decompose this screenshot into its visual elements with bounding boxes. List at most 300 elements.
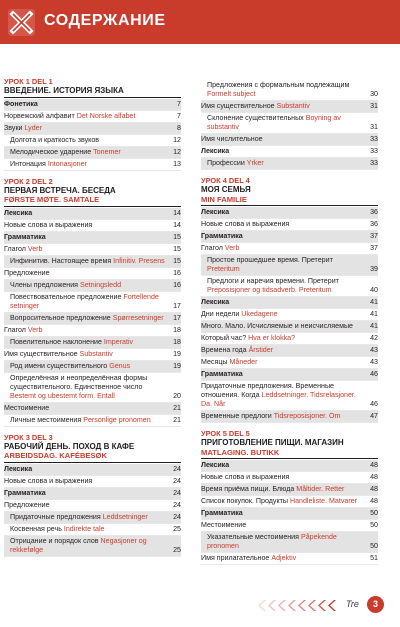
entry-no: Infinitiv. Presens: [113, 256, 165, 265]
entry-page-number: 50: [370, 509, 378, 517]
unit-title: МОЯ СЕМЬЯ: [201, 185, 251, 194]
toc-entry[interactable]: [201, 219, 378, 231]
entry-page-number: 39: [370, 265, 378, 273]
footer-label: Tre: [346, 599, 359, 609]
toc-entry-text: [4, 233, 168, 242]
entry-page-number: 13: [173, 159, 181, 168]
entry-no: Imperativ: [103, 337, 134, 346]
unit-heading: [201, 429, 378, 459]
toc-entry[interactable]: [201, 357, 378, 369]
toc-entry[interactable]: [201, 158, 378, 170]
toc-entry-text: [207, 533, 365, 551]
toc-entry-text: [4, 465, 168, 474]
unit-heading: [4, 177, 181, 207]
toc-entry[interactable]: [201, 553, 378, 565]
entry-page-number: 43: [370, 358, 378, 366]
unit-number: УРОК 3: [4, 432, 30, 442]
toc-entry[interactable]: [4, 325, 181, 337]
entry-no: Måneder: [229, 358, 258, 366]
entry-ru: Инфинитив. Настоящее время: [10, 256, 112, 265]
entry-page-number: 7: [177, 99, 181, 108]
toc-entry[interactable]: [201, 333, 378, 345]
entry-ru: Месяцы: [201, 358, 228, 366]
entry-ru: Глагол: [201, 244, 223, 252]
entry-ru: Придаточные предложения. Временные отношения. Когда: [201, 382, 334, 399]
toc-entry-text: [4, 489, 168, 498]
entry-page-number: 21: [173, 403, 181, 412]
entry-ru: Грамматика: [201, 509, 243, 517]
entry-page-number: 19: [173, 349, 181, 358]
toc-entry-text: [201, 334, 365, 343]
entry-ru: Профессии: [207, 159, 245, 167]
entry-page-number: 48: [370, 461, 378, 469]
unit-subtitle: ARBEIDSDAG. KAFÉBESØK: [4, 451, 107, 460]
entry-no: Verb: [27, 325, 43, 334]
unit-number: УРОК 2: [4, 176, 30, 186]
entry-ru: Имя прилагательное: [201, 554, 270, 562]
toc-entry[interactable]: [4, 232, 181, 244]
entry-page-number: 51: [370, 554, 378, 562]
toc-entry[interactable]: [4, 159, 181, 171]
toc-entry-text: [4, 350, 168, 359]
toc-entry[interactable]: [4, 99, 181, 111]
entry-no: Ukedagene: [241, 310, 278, 318]
toc-entry[interactable]: [4, 208, 181, 220]
toc-entry[interactable]: [4, 313, 181, 325]
entry-ru: Лексика: [201, 208, 230, 216]
toc-entry-text: [201, 473, 365, 482]
entry-page-number: 31: [370, 102, 378, 110]
entry-page-number: 24: [173, 464, 181, 473]
entry-page-number: 16: [173, 280, 181, 289]
toc-entry-text: [201, 232, 365, 241]
entry-page-number: 24: [173, 512, 181, 521]
toc-right-column: [201, 80, 378, 571]
x-logo-icon: [8, 9, 35, 36]
toc-entry[interactable]: [4, 337, 181, 349]
entry-page-number: 43: [370, 346, 378, 354]
entry-ru: Временные предлоги: [201, 412, 272, 420]
entry-page-number: 17: [173, 301, 181, 310]
unit-number-line: [201, 176, 378, 185]
unit-heading: [201, 176, 378, 206]
entry-ru: Повелительное наклонение: [10, 337, 102, 346]
toc-entry[interactable]: [4, 500, 181, 512]
entry-no: Formelt subject: [207, 90, 256, 98]
entry-page-number: 30: [370, 90, 378, 98]
entry-page-number: 48: [370, 497, 378, 505]
entry-no: Verb: [224, 244, 240, 252]
toc-entry[interactable]: [4, 512, 181, 524]
toc-entry-text: [10, 281, 168, 290]
entry-ru: Грамматика: [4, 232, 46, 241]
toc-entry[interactable]: [201, 345, 378, 357]
entry-ru: Глагол: [4, 244, 26, 253]
toc-entry-text: [10, 257, 168, 266]
unit-del: DEL 5: [228, 429, 250, 438]
toc-entry[interactable]: [201, 309, 378, 321]
entry-ru: Лексика: [4, 464, 33, 473]
entry-page-number: 36: [370, 208, 378, 216]
toc-entry-text: [10, 148, 168, 157]
page-number-badge: 3: [367, 596, 384, 613]
entry-page-number: 47: [370, 412, 378, 420]
entry-page-number: 18: [173, 325, 181, 334]
toc-entry-text: [201, 461, 365, 470]
entry-ru: Личные местоимения: [10, 415, 82, 424]
toc-entry-text: [207, 277, 365, 295]
entry-no: Yrker: [246, 159, 264, 167]
entry-ru: Грамматика: [4, 488, 46, 497]
toc-entry-text: [4, 112, 168, 121]
unit-heading: [4, 433, 181, 463]
toc-entry[interactable]: [4, 361, 181, 373]
toc-entry[interactable]: [201, 532, 378, 553]
page-title: СОДЕРЖАНИЕ: [44, 12, 166, 29]
toc-entry[interactable]: [201, 411, 378, 423]
toc-entry-text: [201, 310, 365, 319]
entry-no: Substantiv: [276, 102, 310, 110]
toc-unit: [201, 80, 378, 170]
entry-page-number: 15: [173, 256, 181, 265]
entry-ru: Местоимение: [4, 403, 50, 412]
toc-entry-text: [4, 501, 168, 510]
entry-ru: Местоимение: [201, 521, 247, 529]
toc-entry-text: [4, 404, 168, 413]
entry-page-number: 36: [370, 220, 378, 228]
toc-entry[interactable]: [4, 373, 181, 403]
toc-entry-text: [10, 314, 168, 323]
header-bar: [0, 0, 400, 44]
entry-page-number: 15: [173, 232, 181, 241]
entry-no: Negasjoner og rekkefølge: [10, 536, 147, 554]
entry-no: Intonasjoner: [47, 159, 87, 168]
entry-page-number: 19: [173, 361, 181, 370]
entry-ru: Лексика: [201, 461, 230, 469]
toc-entry-text: [207, 159, 365, 168]
entry-page-number: 25: [173, 524, 181, 533]
entry-page-number: 7: [177, 111, 181, 120]
toc-entry-text: [201, 147, 365, 156]
entry-ru: Глагол: [4, 325, 26, 334]
entry-page-number: 24: [173, 500, 181, 509]
entry-ru: Предложение: [4, 500, 50, 509]
toc-entry[interactable]: [201, 369, 378, 381]
toc-entry[interactable]: [201, 496, 378, 508]
toc-entry-text: [10, 416, 168, 425]
entry-ru: Время приёма пищи. Блюда: [201, 485, 295, 493]
toc-entry[interactable]: [201, 113, 378, 134]
toc-entry-text: [201, 244, 365, 253]
toc-entry-text: [201, 485, 365, 494]
toc-entry-text: [4, 477, 168, 486]
toc-entry-text: [10, 136, 168, 145]
entry-page-number: 24: [173, 476, 181, 485]
toc-entry-text: [201, 521, 365, 530]
toc-entry-text: [10, 338, 168, 347]
toc-entry[interactable]: [4, 349, 181, 361]
entry-no: Boyning av substantiv: [207, 114, 341, 131]
entry-page-number: 8: [177, 123, 181, 132]
entry-no: Det Norske alfabet: [76, 111, 136, 120]
toc-entry[interactable]: [4, 292, 181, 313]
toc-entry-text: [4, 209, 168, 218]
toc-entry[interactable]: [4, 256, 181, 268]
entry-no: Fortellende setninger: [10, 292, 159, 310]
unit-title: ПЕРВАЯ ВСТРЕЧА. БЕСЕДА: [4, 185, 116, 195]
toc-entry-text: [201, 220, 365, 229]
entry-ru: Грамматика: [201, 370, 243, 378]
entry-page-number: 33: [370, 159, 378, 167]
entry-page-number: 17: [173, 313, 181, 322]
entry-no: Indirekte tale: [63, 524, 105, 533]
toc-entry-text: [10, 362, 168, 371]
entry-ru: Норвежский алфавит: [4, 111, 75, 120]
toc-entry-text: [10, 513, 168, 522]
toc-entry-text: [201, 554, 365, 563]
entry-ru: Придаточные предложения: [10, 512, 101, 521]
entry-ru: Предложения с формальным подлежащим: [207, 81, 350, 89]
entry-page-number: 48: [370, 473, 378, 481]
toc-entry[interactable]: [201, 80, 378, 101]
entry-ru: Грамматика: [201, 232, 243, 240]
toc-entry-text: [201, 298, 365, 307]
toc-entry-text: [201, 412, 365, 421]
unit-subtitle: FØRSTE MØTE. SAMTALE: [4, 195, 100, 204]
toc-entry[interactable]: [201, 508, 378, 520]
toc-entry-text: [201, 135, 365, 144]
entry-ru: Новые слова и выражения: [4, 220, 93, 229]
toc-entry[interactable]: [201, 207, 378, 219]
unit-del: DEL 2: [31, 176, 53, 186]
toc-entry[interactable]: [4, 524, 181, 536]
unit-del: DEL 3: [31, 432, 53, 442]
entry-page-number: 16: [173, 268, 181, 277]
toc-entry-text: [4, 100, 168, 109]
toc-entry-text: [201, 102, 365, 111]
toc-entry[interactable]: [4, 268, 181, 280]
toc-entry-text: [201, 370, 365, 379]
toc-entry-text: [10, 525, 168, 534]
toc-unit: [4, 433, 181, 557]
entry-page-number: 25: [173, 545, 181, 554]
entry-ru: Новые слова и выражения: [201, 473, 290, 481]
toc-unit: [201, 429, 378, 565]
toc-entry[interactable]: [201, 276, 378, 297]
entry-ru: Дни недели: [201, 310, 240, 318]
toc-entry[interactable]: [201, 472, 378, 484]
toc-entry-text: [201, 509, 365, 518]
entry-no: Lyder: [24, 123, 42, 132]
entry-ru: Много. Мало. Исчисляемые и неисчисляемые: [201, 322, 353, 330]
entry-ru: Указательные местоимения: [207, 533, 299, 541]
unit-del: DEL 4: [228, 176, 250, 185]
entry-page-number: 33: [370, 135, 378, 143]
entry-ru: Времена года: [201, 346, 247, 354]
toc-entry-text: [201, 346, 365, 355]
entry-no: Tonemer: [93, 147, 121, 156]
unit-title: ВВЕДЕНИЕ. ИСТОРИЯ ЯЗЫКА: [4, 86, 124, 95]
toc-entry[interactable]: [201, 520, 378, 532]
toc-entry[interactable]: [4, 415, 181, 427]
toc-unit: [201, 176, 378, 423]
toc-entry-text: [4, 269, 168, 278]
entry-no: Leddsetninger: [102, 512, 148, 521]
entry-no: Bestemt og ubestemt form. Entall: [10, 391, 115, 400]
toc-entry[interactable]: [4, 123, 181, 135]
entry-page-number: 33: [370, 147, 378, 155]
toc-left-column: [4, 77, 181, 563]
entry-ru: Фонетика: [4, 99, 38, 108]
entry-page-number: 12: [173, 135, 181, 144]
entry-ru: Новые слова и выражения: [201, 220, 290, 228]
toc-entry[interactable]: [4, 111, 181, 123]
toc-entry-text: [10, 374, 168, 401]
entry-ru: Имя существительное: [4, 349, 78, 358]
entry-page-number: 40: [370, 286, 378, 294]
toc-entry[interactable]: [4, 220, 181, 232]
entry-page-number: 31: [370, 123, 378, 131]
toc-entry-text: [201, 208, 365, 217]
entry-ru: Повествовательное предложение: [10, 292, 122, 301]
unit-number-line: [4, 433, 181, 442]
entry-no: Genus: [109, 361, 131, 370]
toc-entry[interactable]: [201, 231, 378, 243]
unit-number-line: [4, 77, 181, 86]
entry-no: Preposisjoner og tidsadverb. Preteritum: [207, 286, 332, 294]
toc-entry[interactable]: [201, 460, 378, 472]
toc-entry-text: [201, 322, 365, 331]
toc-unit: [4, 77, 181, 171]
entry-page-number: 14: [173, 208, 181, 217]
unit-heading: [4, 77, 181, 98]
entry-ru: Который час?: [201, 334, 247, 342]
entry-page-number: 37: [370, 232, 378, 240]
entry-page-number: 15: [173, 244, 181, 253]
toc-entry[interactable]: [201, 321, 378, 333]
entry-ru: Предложение: [4, 268, 50, 277]
toc-entry[interactable]: [201, 255, 378, 276]
toc-entry[interactable]: [4, 280, 181, 292]
toc-entry[interactable]: [201, 134, 378, 146]
entry-no: Leddsetninger. Tidsrelasjoner. Da. Når: [201, 391, 356, 408]
entry-ru: Звуки: [4, 123, 23, 132]
toc-entry-text: [201, 497, 365, 506]
toc-entry-text: [10, 537, 168, 555]
entry-ru: Лексика: [201, 298, 230, 306]
entry-page-number: 20: [173, 391, 181, 400]
entry-ru: Лексика: [201, 147, 230, 155]
entry-page-number: 50: [370, 521, 378, 529]
toc-entry[interactable]: [4, 403, 181, 415]
toc-entry[interactable]: [201, 146, 378, 158]
toc-entry-text: [207, 81, 365, 99]
toc-entry[interactable]: [4, 536, 181, 557]
unit-number-line: [4, 177, 181, 186]
entry-no: Årstider: [248, 346, 274, 354]
toc-entry[interactable]: [4, 488, 181, 500]
toc-entry-text: [10, 160, 168, 169]
entry-page-number: 48: [370, 485, 378, 493]
toc-unit: [4, 177, 181, 427]
entry-ru: Отрицание и порядок слов: [10, 536, 99, 545]
toc-entry[interactable]: [201, 484, 378, 496]
toc-entry[interactable]: [201, 297, 378, 309]
unit-number: УРОК 4: [201, 176, 227, 185]
unit-number-line: [201, 429, 378, 438]
unit-title: РАБОЧИЙ ДЕНЬ. ПОХОД В КАФЕ: [4, 441, 135, 451]
entry-no: Påpekende pronomen: [207, 533, 337, 550]
entry-ru: Мелодическое ударение: [10, 147, 92, 156]
entry-ru: Лексика: [4, 208, 33, 217]
unit-number: УРОК 5: [201, 429, 227, 438]
entry-ru: Косвенная речь: [10, 524, 62, 533]
toc-entry[interactable]: [201, 243, 378, 255]
entry-ru: Интонация: [10, 159, 46, 168]
entry-ru: Предлоги и наречия времени. Претерит: [207, 277, 339, 285]
toc-entry[interactable]: [201, 101, 378, 113]
entry-ru: Род имени существительного: [10, 361, 108, 370]
entry-no: Verb: [27, 244, 43, 253]
entry-no: Hva er klokka?: [248, 334, 296, 342]
toc-entry[interactable]: [201, 381, 378, 411]
entry-ru: Вопросительное предложение: [10, 313, 111, 322]
toc-entry[interactable]: [4, 476, 181, 488]
entry-no: Setningsledd: [80, 280, 122, 289]
entry-page-number: 42: [370, 334, 378, 342]
entry-ru: Новые слова и выражения: [4, 476, 93, 485]
toc-entry-text: [4, 326, 168, 335]
entry-ru: Имя существительное: [201, 102, 275, 110]
entry-no: Handleliste. Matvarer: [289, 497, 357, 505]
entry-ru: Список покупок. Продукты: [201, 497, 288, 505]
entry-page-number: 18: [173, 337, 181, 346]
unit-title: ПРИГОТОВЛЕНИЕ ПИЩИ. МАГАЗИН: [201, 438, 344, 447]
entry-page-number: 46: [370, 400, 378, 408]
entry-page-number: 21: [173, 415, 181, 424]
entry-page-number: 41: [370, 310, 378, 318]
entry-ru: Простое прошедшее время. Претерит: [207, 256, 333, 264]
unit-subtitle: MIN FAMILIE: [201, 194, 247, 204]
unit-subtitle: MATLAGING. BUTIKK: [201, 447, 280, 457]
toc-entry-text: [4, 124, 168, 133]
toc-entry-text: [207, 256, 365, 274]
entry-page-number: 24: [173, 488, 181, 497]
entry-page-number: 12: [173, 147, 181, 156]
toc-entry[interactable]: [4, 464, 181, 476]
toc-entry-text: [207, 114, 365, 132]
entry-ru: Имя числительное: [201, 135, 263, 143]
entry-page-number: 50: [370, 542, 378, 550]
entry-no: Personlige pronomen: [83, 415, 151, 424]
entry-page-number: 41: [370, 322, 378, 330]
unit-del: DEL 1: [31, 77, 53, 86]
entry-no: Måltider. Retter: [296, 485, 345, 493]
entry-no: Tidsreposisjoner. Om: [273, 412, 341, 420]
entry-no: Substantiv: [79, 349, 113, 358]
entry-ru: Определённая и неопределённая формы существительного. Единственное число: [10, 373, 148, 391]
toc-entry[interactable]: [4, 135, 181, 147]
toc-entry[interactable]: [4, 244, 181, 256]
toc-entry-text: [4, 245, 168, 254]
unit-number: УРОК 1: [4, 77, 30, 86]
entry-ru: Склонение существительных: [207, 114, 304, 122]
entry-no: Preteritum: [207, 265, 240, 273]
chevron-arrows-icon: [256, 600, 344, 611]
entry-page-number: 41: [370, 298, 378, 306]
entry-page-number: 46: [370, 370, 378, 378]
toc-entry[interactable]: [4, 147, 181, 159]
